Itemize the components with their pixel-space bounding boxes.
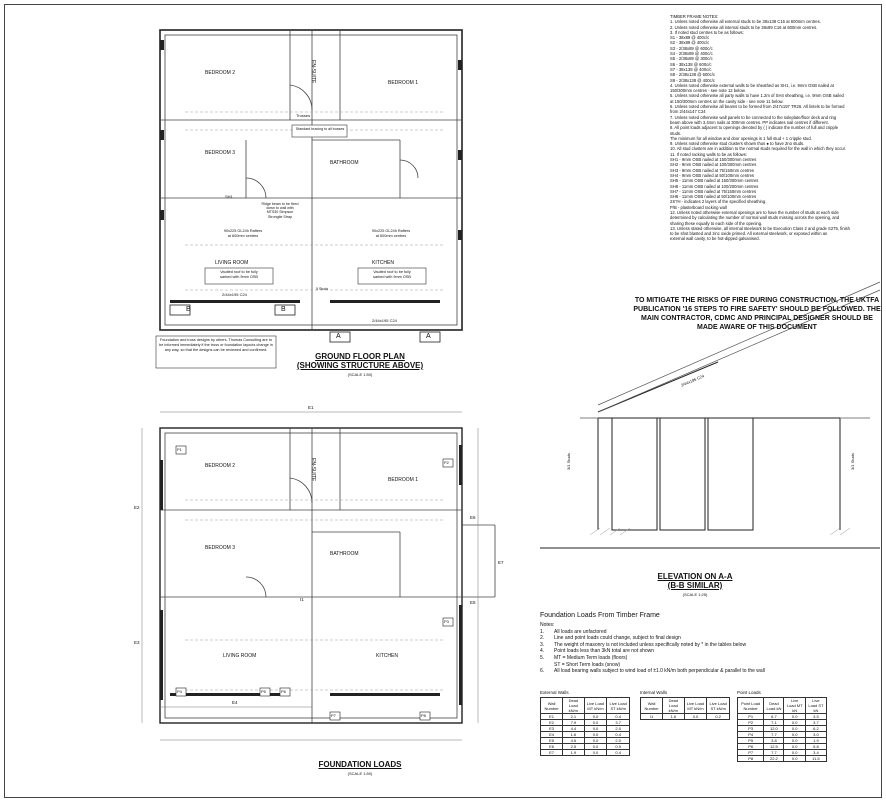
table-cell: 0.0 xyxy=(784,744,805,750)
table-header: Live Load ST kN/m xyxy=(707,698,730,714)
elevation-post-label-left: 3/1 Studs xyxy=(566,453,571,470)
table-cell: 0.0 xyxy=(584,744,607,750)
loads-note-item: 3. The weight of masonry is not included unless specifically noted by * in the tables below xyxy=(540,641,747,648)
table-cell: 7.9 xyxy=(563,720,584,726)
gf-vaulted-note-right: Vaulted roof to be fully sarked with 9mm OSB xyxy=(373,270,411,279)
fnd-dim-e2: E2 xyxy=(134,505,140,510)
table-cell: 1.9 xyxy=(563,750,584,756)
loads-note-item: 2. Line and point loads could change, subject to final design xyxy=(540,635,681,642)
table-header: Live Load MT kN/m xyxy=(684,698,707,714)
table-cell: 0.0 xyxy=(784,726,805,732)
loads-note-item: ST = Short Term loads (snow) xyxy=(554,661,621,668)
table-cell: 6.2 xyxy=(805,726,826,732)
timber-note-line: from 2/44x147 C24 xyxy=(670,109,706,115)
table-cell: 0.9 xyxy=(607,744,630,750)
gf-studs-label: 5 Studs xyxy=(316,287,329,291)
table-cell: 1.6 xyxy=(663,714,684,720)
point-loads-table xyxy=(737,697,827,762)
fnd-dim-e7: E7 xyxy=(498,560,504,565)
fnd-room-kitchen: KITCHEN xyxy=(376,653,398,659)
timber-note-line: 5. Unless noted otherwise all party walls to have 1.2m of SH4 sheathing, i.e. 9mm OSB nailed xyxy=(670,93,844,99)
timber-note-line: 2S?H - indicates 2 layers of the specified sheathing. xyxy=(670,199,767,205)
table-cell: 3.5 xyxy=(805,714,826,720)
table-cell: 1.9 xyxy=(805,738,826,744)
table-cell: E4 xyxy=(541,732,563,738)
table-cell: E1 xyxy=(541,714,563,720)
table-cell: 2.0 xyxy=(607,726,630,732)
timber-note-line: S5 - 2/38x89 @ 300c/c xyxy=(670,56,713,62)
elevation-post-label-right: 3/1 Studs xyxy=(850,453,855,470)
gf-section-a-left: A xyxy=(336,333,341,340)
fnd-point-p2: P2 xyxy=(444,460,449,465)
timber-note-line: beam above with 3.4mm nails at 300mm centres. PP indicates nail centres if different. xyxy=(670,119,829,125)
fnd-ensuite-label: EN-SUITE xyxy=(310,458,316,482)
table-cell: 3.0 xyxy=(805,732,826,738)
table-cell: P8 xyxy=(738,756,764,762)
table-cell: 4.4 xyxy=(563,726,584,732)
table-cell: E6 xyxy=(541,744,563,750)
gf-vaulted-note-left: Vaulted roof to be fully sarked with 9mm OSB xyxy=(220,270,258,279)
table-cell: 7.7 xyxy=(764,732,784,738)
timber-note-line: 10. All stud clusters are in addition to the normal studs required for the wall in which they occur. xyxy=(670,146,846,152)
table-row xyxy=(541,750,630,756)
gf-ridge-note: Ridge beam to be fixed down to wall with MTS30 Simpson Strongtie Strap xyxy=(261,202,299,219)
table-cell: 0.0 xyxy=(784,738,805,744)
timber-note-line: S6 - 38x138 @ 600c/c xyxy=(670,61,712,67)
timber-note-line: S2 - 38x89 @ 400c/c xyxy=(670,40,710,46)
table-header: Dead Load kN xyxy=(764,698,784,714)
gf-room-bedroom-3: BEDROOM 3 xyxy=(205,150,236,156)
elevation-beam-label: 2/44x195 C24 xyxy=(680,373,705,388)
gf-room-bedroom-1: BEDROOM 1 xyxy=(388,80,419,86)
timber-note-line: SH5 - 11mm OSB nailed at 150/300mm centres xyxy=(670,178,759,184)
table-cell: E3 xyxy=(541,726,563,732)
table-cell: 0.2 xyxy=(707,714,730,720)
table-cell: 0.0 xyxy=(584,738,607,744)
table-cell: 0.0 xyxy=(784,720,805,726)
timber-note-line: S7 - 38x138 @ 400c/c xyxy=(670,66,712,72)
table-header: Live Load MT kN xyxy=(784,698,805,714)
gf-rafters-note-right: 90x225 GL24h Rafters at 600mm centres xyxy=(371,229,411,238)
table-cell: 2.1 xyxy=(563,714,584,720)
table-header: Wall Number xyxy=(641,698,663,714)
timber-note-line: SH4 - 9mm OSB nailed at 50/100mm centres xyxy=(670,172,755,178)
table-cell: P3 xyxy=(738,726,764,732)
timber-note-line: 6. Unless noted otherwise all beams to be formed from 2/47x197 TR26. All lintels to be formed xyxy=(670,104,845,110)
fnd-room-bedroom-3: BEDROOM 3 xyxy=(205,545,236,551)
table-cell: 3.7 xyxy=(805,720,826,726)
fnd-point-p4: P4 xyxy=(177,689,182,694)
table-cell: 0.0 xyxy=(784,714,805,720)
internal-walls-table xyxy=(640,697,730,720)
timber-note-line: 13. Unless stated otherwise, all internal steelwork to be Execution Class 2 and grade S275, finish xyxy=(670,225,850,231)
table-cell: 2.0 xyxy=(607,738,630,744)
timber-note-line: S8 - 2/38x138 @ 600c/c xyxy=(670,72,715,78)
gf-section-a-right: A xyxy=(426,333,431,340)
table-cell: 7.7 xyxy=(764,750,784,756)
table-cell: 0.0 xyxy=(784,756,805,762)
gf-bracing-note: Standard bracing to all trusses xyxy=(295,127,345,131)
timber-note-line: S4 - 2/38x89 @ 400c/c xyxy=(670,51,713,57)
table-cell: P7 xyxy=(738,750,764,756)
table-cell: P5 xyxy=(738,738,764,744)
fnd-point-p5: P5 xyxy=(261,689,266,694)
fnd-point-p7: P7 xyxy=(331,713,336,718)
table-cell: P4 xyxy=(738,732,764,738)
gf-trusses-label: Trusses xyxy=(296,113,311,118)
timber-note-line: external wall cavity, to be hot-dipped galvanised. xyxy=(670,236,760,242)
gf-section-b-right: B xyxy=(281,306,286,313)
gf-room-living: LIVING ROOM xyxy=(215,260,249,266)
timber-notes-heading: TIMBER FRAME NOTES: xyxy=(670,14,719,19)
table-cell: 0.0 xyxy=(784,732,805,738)
fnd-point-p6: P6 xyxy=(281,689,286,694)
timber-note-line: SH2 - 9mm OSB nailed at 100/300mm centres xyxy=(670,162,757,168)
table-header: Dead Load kN/m xyxy=(663,698,684,714)
gf-engineer-note: Foundation and truss designs by others. Thomas Consulting are to be informed immediately if the truss or foundation layouts change in any way, so that the designs can be reviewed and confirmed. xyxy=(159,338,273,352)
timber-note-line: determined by calculating the number of normal wall studs missing across the opening, and xyxy=(670,215,840,221)
fnd-point-p1: P1 xyxy=(177,447,182,452)
table-cell: 0.0 xyxy=(584,720,607,726)
timber-note-line: SH8 - 11mm OSB nailed at 50/100mm centres xyxy=(670,194,757,200)
table-cell: 5.8 xyxy=(805,744,826,750)
fnd-room-living: LIVING ROOM xyxy=(223,653,257,659)
timber-note-line: 7. Unless noted otherwise wall panels to be connected to the soleplate/floor deck and ring xyxy=(670,114,837,120)
table-cell: 4.5 xyxy=(563,738,584,744)
table-cell: 0.0 xyxy=(584,714,607,720)
table-cell: 0.0 xyxy=(784,750,805,756)
table-cell: 3.4 xyxy=(805,750,826,756)
timber-note-line: S9 - 2/38x138 @ 400c/c xyxy=(670,77,715,83)
table-cell: 6.7 xyxy=(764,714,784,720)
table-cell: 12.5 xyxy=(764,744,784,750)
gf-room-kitchen: KITCHEN xyxy=(372,260,394,266)
table-cell: 12.0 xyxy=(764,726,784,732)
table-cell: 0.4 xyxy=(607,714,630,720)
fnd-dim-e6: E6 xyxy=(470,515,476,520)
timber-note-line: 1. Unless noted otherwise all external studs to be 38x138 C16 at 600mm centres. xyxy=(670,19,821,25)
gf-lintel-left: 2/44x195 C24 xyxy=(222,292,247,297)
table-cell: 0.0 xyxy=(684,714,707,720)
table-cell: P1 xyxy=(738,714,764,720)
timber-note-line: at 150/300mm centres on the cavity side - see note 11 below. xyxy=(670,98,784,104)
table-header: Live Load MT kN/m xyxy=(584,698,607,714)
table-cell: E5 xyxy=(541,738,563,744)
fnd-dim-i1: I1 xyxy=(300,597,304,602)
table-cell: E2 xyxy=(541,720,563,726)
fnd-dim-e3: E3 xyxy=(134,640,140,645)
foundation-loads-notes: Foundation Loads From Timber Frame Notes: 1. All loads are unfactored 2. Line and point loads could change, subject to final design 3. The weight of masonry is not included unless specifically noted by * in the tables below 4. Point loads less than 3kN total are not shown 5. MT = Medium Term loads (floors) ST = Short Term loads (snow) 6. All load bearing walls subject to wind load of ±1.0 kN/m both perpendicular & parallel to the wall xyxy=(540,611,780,675)
fnd-room-bedroom-1: BEDROOM 1 xyxy=(388,477,419,483)
table-cell: 0.0 xyxy=(584,750,607,756)
timber-note-line: SH7 - 11mm OSB nailed at 75/150mm centres xyxy=(670,188,757,194)
timber-note-line: The minimum for all window and door openings is 1 full stud + 1 cripple stud. xyxy=(670,135,812,141)
fnd-dim-e1: E1 xyxy=(308,405,314,410)
fnd-dim-e5: E5 xyxy=(470,600,476,605)
table-cell: 3.7 xyxy=(607,720,630,726)
table-cell: 11.5 xyxy=(805,756,826,762)
timber-note-line: 3. If noted stud centres to be as follows: xyxy=(670,29,744,35)
table-row xyxy=(641,714,730,720)
fire-safety-notice: TO MITIGATE THE RISKS OF FIRE DURING CONSTRUCTION, THE UKTFA PUBLICATION '16 STEPS TO FIRE SAFETY' SHOULD BE FOLLOWED. THE MAIN CONTRACTOR, CDMC AND PRINCIPAL DESIGNER SHOULD BE MADE AWARE OF THIS DOCUMENT xyxy=(633,297,881,331)
timber-note-line: studs. xyxy=(670,130,682,136)
table-cell: 0.4 xyxy=(607,732,630,738)
table-header: Dead Load kN/m xyxy=(563,698,584,714)
timber-note-line: SH3 - 9mm OSB nailed at 75/150mm centres xyxy=(670,167,755,173)
timber-note-line: to be shot blasted and zinc oxide primed. All external steelwork, or exposed within an xyxy=(670,231,828,237)
gf-sh1-label: SH1 xyxy=(225,194,233,199)
loads-note-item: 5. MT = Medium Term loads (floors) xyxy=(540,654,628,661)
loads-note-item: 4. Point loads less than 3kN total are not shown xyxy=(540,648,655,655)
gf-lintel-right: 2/44x195 C24 xyxy=(372,318,397,323)
fnd-dim-e4: E4 xyxy=(232,700,238,705)
fnd-room-bedroom-2: BEDROOM 2 xyxy=(205,463,236,469)
table-cell: I1 xyxy=(641,714,663,720)
timber-note-line: 2. Unless noted otherwise all internal studs to be 38x89 C16 at 600mm centres. xyxy=(670,24,818,30)
gf-room-bedroom-2: BEDROOM 2 xyxy=(205,70,236,76)
fnd-title: FOUNDATION LOADS (SCALE 1:50) xyxy=(318,760,402,776)
table-cell: 0.4 xyxy=(607,750,630,756)
gf-ensuite-label: EN-SUITE xyxy=(310,60,316,84)
timber-note-line: P/B - plasterboard racking wall xyxy=(670,204,727,210)
table-cell: 1.6 xyxy=(563,732,584,738)
timber-note-line: sharing these equally to each side of the opening. xyxy=(670,220,763,226)
timber-note-line: 150/300mm centres - see note 12 below. xyxy=(670,88,746,94)
table-header: Live Load ST kN xyxy=(805,698,826,714)
table-cell: 0.0 xyxy=(584,732,607,738)
gf-room-bathroom: BATHROOM xyxy=(330,160,359,166)
table-cell: P2 xyxy=(738,720,764,726)
table-cell: 22.2 xyxy=(764,756,784,762)
point-loads-caption: Point Loads xyxy=(737,690,761,695)
timber-note-line: SH1 - 9mm OSB nailed at 150/300mm centres xyxy=(670,157,757,163)
gf-title: GROUND FLOOR PLAN (SHOWING STRUCTURE ABOVE) (SCALE 1:50) xyxy=(296,352,424,377)
fnd-point-p8: P8 xyxy=(421,713,426,718)
timber-note-line: S1 - 38x89 @ 400c/c xyxy=(670,35,710,41)
table-row xyxy=(738,756,827,762)
timber-note-line: 12. Unless noted otherwise external openings are to have the number of studs at each side xyxy=(670,209,839,215)
table-cell: E7 xyxy=(541,750,563,756)
table-cell: P6 xyxy=(738,744,764,750)
timber-note-line: SH6 - 11mm OSB nailed at 100/200mm centres xyxy=(670,183,759,189)
table-cell: 2.5 xyxy=(563,744,584,750)
loads-note-item: 6. All load bearing walls subject to wind load of ±1.0 kN/m both perpendicular & parallel to the wall xyxy=(540,668,765,675)
table-header: Point Load Number xyxy=(738,698,764,714)
timber-note-line: 8. All point loads adjacent to openings denoted by ( ) indicate the number of full and cripple xyxy=(670,125,839,131)
fnd-point-p3: P3 xyxy=(444,619,449,624)
timber-note-line: 11. If noted racking walls to be as follows: xyxy=(670,151,747,157)
fnd-room-bathroom: BATHROOM xyxy=(330,551,359,557)
timber-note-line: S3 - 2/38x89 @ 600c/c xyxy=(670,45,713,51)
table-cell: 7.1 xyxy=(764,720,784,726)
foundation-loads-heading: Foundation Loads From Timber Frame xyxy=(540,612,660,619)
timber-note-line: 9. Unless noted otherwise stud clusters shown thus ● to have 2no studs. xyxy=(670,141,805,147)
external-walls-caption: External Walls xyxy=(540,690,569,695)
gf-rafters-note-left: 90x225 GL24h Rafters at 600mm centres xyxy=(223,229,263,238)
loads-note-item: 1. All loads are unfactored xyxy=(540,628,607,635)
table-cell: 3.8 xyxy=(764,738,784,744)
timber-frame-notes xyxy=(670,14,882,242)
table-header: Wall Number xyxy=(541,698,563,714)
gf-section-b-left: B xyxy=(186,306,191,313)
timber-note-line: 4. Unless noted otherwise external walls to be sheathed as SH1, i.e. 9mm OSB nailed at xyxy=(670,82,834,88)
table-header: Live Load ST kN/m xyxy=(607,698,630,714)
internal-walls-caption: Internal Walls xyxy=(640,690,668,695)
elevation-title: ELEVATION ON A-A (B-B SIMILAR) (SCALE 1:25) xyxy=(657,572,733,597)
external-walls-table xyxy=(540,697,630,756)
table-cell: 0.0 xyxy=(584,726,607,732)
